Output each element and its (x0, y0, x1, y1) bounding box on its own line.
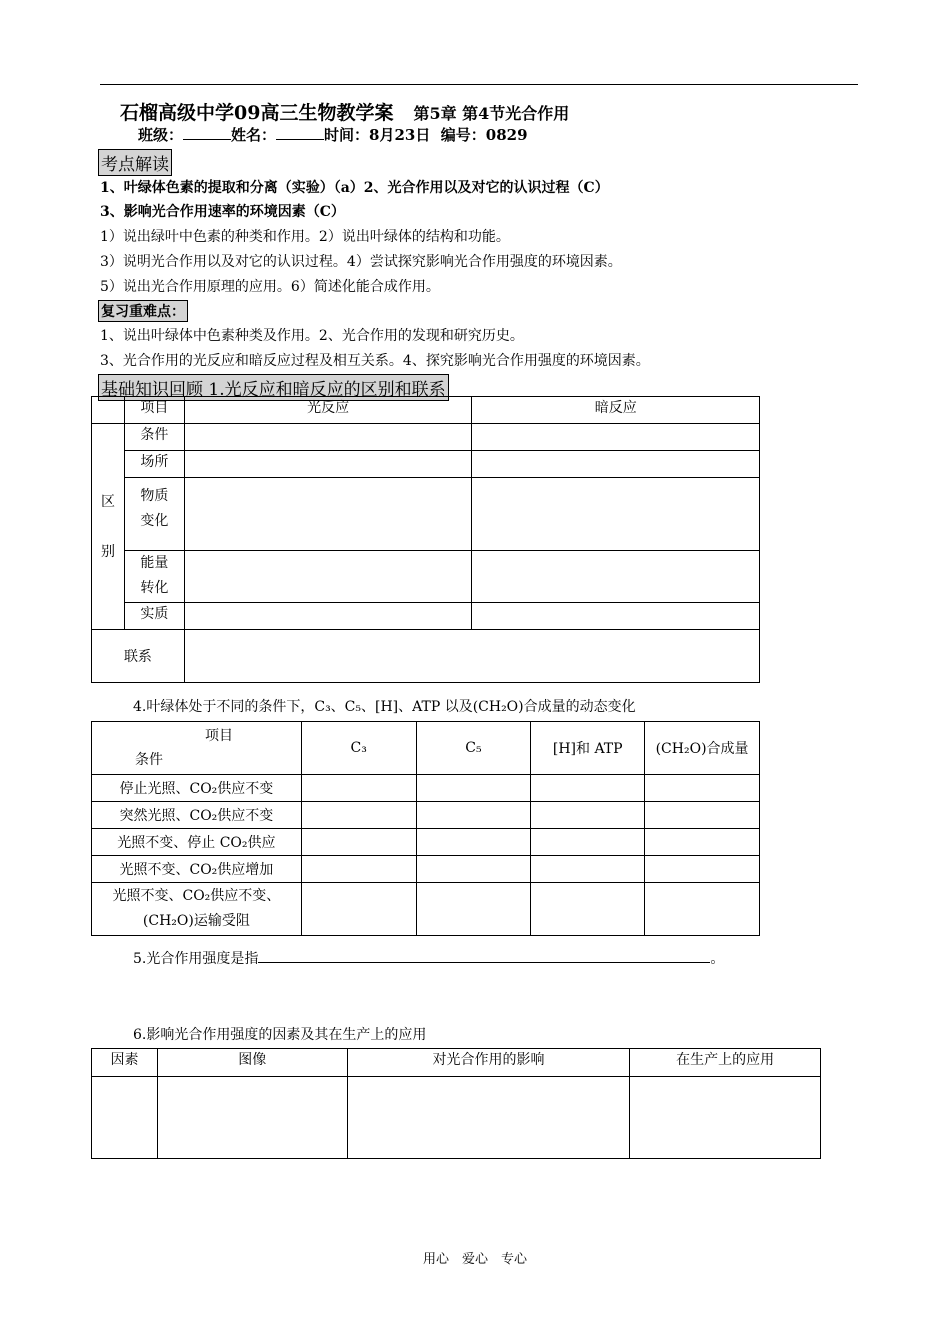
t1-cell[interactable] (472, 451, 760, 478)
section5-text: 5.光合作用强度是指 (133, 951, 259, 967)
dynamic-change-table (91, 721, 760, 936)
goal-line-2: 3）说明光合作用以及对它的认识过程。4）尝试探究影响光合作用强度的环境因素。 (100, 254, 622, 270)
t1-row-material-1: 物质 (140, 488, 169, 504)
t3-col-application: 在生产上的应用 (630, 1049, 821, 1077)
t2-cell[interactable] (301, 775, 416, 802)
t1-row-material (124, 478, 184, 551)
t1-cell[interactable] (472, 424, 760, 451)
section6-title: 6.影响光合作用强度的因素及其在生产上的应用 (133, 1027, 427, 1043)
time-label: 时间：8月23日 (324, 126, 431, 144)
t2-row-label: 停止光照、CO₂供应不变 (92, 775, 302, 802)
t2-col-ch2o: (CH₂O)合成量 (645, 722, 760, 775)
title-main: 石榴高级中学09高三生物教学案 (120, 102, 394, 124)
t2-cell[interactable] (531, 829, 645, 856)
t1-diff-cell (92, 424, 125, 630)
t3-cell[interactable] (347, 1077, 630, 1159)
class-blank[interactable] (183, 125, 231, 140)
t2-cell[interactable] (416, 775, 531, 802)
t2-cell[interactable] (645, 856, 760, 883)
t3-col-image: 图像 (157, 1049, 347, 1077)
t2-cell[interactable] (301, 802, 416, 829)
t1-row-energy (124, 551, 184, 603)
t1-cell[interactable] (472, 551, 760, 603)
t2-col-c5: C₅ (416, 722, 531, 775)
t2-cell[interactable] (416, 856, 531, 883)
t2-cell[interactable] (531, 802, 645, 829)
t1-cell[interactable] (472, 478, 760, 551)
basic-heading: 基础知识回顾 1.光反应和暗反应的区别和联系 (98, 374, 449, 401)
t1-row-energy-2: 转化 (140, 580, 169, 596)
t2-corner (92, 722, 302, 775)
factor-table (91, 1048, 821, 1159)
t2-last-row-line-1: 光照不变、CO₂供应不变、 (112, 888, 281, 904)
name-label: 姓名： (231, 126, 277, 144)
class-label: 班级： (138, 126, 184, 144)
t2-cell[interactable] (645, 883, 760, 936)
t3-cell[interactable] (157, 1077, 347, 1159)
kaodian-line-1: 1、叶绿体色素的提取和分离（实验）（a）2、光合作用以及对它的认识过程（C） (100, 180, 609, 196)
section5-line (133, 948, 724, 968)
title-chapter: 第5章 第4节光合作用 (413, 104, 570, 123)
t2-cell[interactable] (416, 883, 531, 936)
t1-diff-label-2: 别 (100, 543, 115, 560)
page-footer: 用心 爱心 专心 (422, 1252, 527, 1267)
t2-row-label-last (92, 883, 302, 936)
t2-cell[interactable] (645, 802, 760, 829)
t2-cell[interactable] (531, 883, 645, 936)
review-line-2: 3、光合作用的光反应和暗反应过程及相互关系。4、探究影响光合作用强度的环境因素。 (100, 353, 650, 369)
info-line (138, 124, 528, 145)
t1-row-essence: 实质 (124, 603, 184, 630)
kaodian-line-2: 3、影响光合作用速率的环境因素（C） (100, 204, 345, 220)
t1-row-energy-1: 能量 (140, 555, 169, 571)
t2-col-c3: C₃ (301, 722, 416, 775)
number-label: 编号：0829 (440, 126, 528, 144)
t1-cell[interactable] (184, 478, 472, 551)
t1-cell[interactable] (184, 424, 472, 451)
t1-row-relation: 联系 (92, 630, 185, 683)
t1-header-item: 项目 (124, 397, 184, 424)
t2-cell[interactable] (645, 829, 760, 856)
t3-col-factor: 因素 (92, 1049, 158, 1077)
review-line-1: 1、说出叶绿体中色素种类及作用。2、光合作用的发现和研究历史。 (100, 328, 524, 344)
t2-cell[interactable] (531, 856, 645, 883)
t1-corner (92, 397, 125, 424)
t2-row-label: 突然光照、CO₂供应不变 (92, 802, 302, 829)
t2-cell[interactable] (416, 829, 531, 856)
t1-header-dark: 暗反应 (472, 397, 760, 424)
t2-cell[interactable] (416, 802, 531, 829)
t2-last-row-line-2: (CH₂O)运输受阻 (142, 913, 250, 929)
t2-cell[interactable] (645, 775, 760, 802)
t2-cell[interactable] (301, 883, 416, 936)
t1-row-condition: 条件 (124, 424, 184, 451)
t2-cell[interactable] (301, 856, 416, 883)
t2-col-h-atp: [H]和 ATP (531, 722, 645, 775)
t3-cell[interactable] (92, 1077, 158, 1159)
t3-col-effect: 对光合作用的影响 (347, 1049, 630, 1077)
t1-cell[interactable] (472, 603, 760, 630)
light-dark-reaction-table (91, 396, 760, 683)
t2-header-item: 项目 (205, 728, 233, 744)
section5-blank[interactable] (258, 949, 710, 963)
t1-row-place: 场所 (124, 451, 184, 478)
section5-end: 。 (710, 951, 725, 967)
t2-row-label: 光照不变、CO₂供应增加 (92, 856, 302, 883)
t1-cell[interactable] (184, 551, 472, 603)
t2-header-condition: 条件 (135, 752, 163, 768)
goal-line-1: 1）说出绿叶中色素的种类和作用。2）说出叶绿体的结构和功能。 (100, 229, 510, 245)
t3-cell[interactable] (630, 1077, 821, 1159)
page-title (120, 98, 569, 125)
header-rule (100, 84, 858, 85)
t1-cell[interactable] (184, 603, 472, 630)
t2-cell[interactable] (301, 829, 416, 856)
t1-row-material-2: 变化 (140, 513, 169, 529)
section4-title: 4.叶绿体处于不同的条件下，C₃、C₅、[H]、ATP 以及(CH₂O)合成量的动态变化 (133, 699, 636, 715)
name-blank[interactable] (276, 125, 324, 140)
kaodian-heading: 考点解读 (98, 149, 172, 176)
review-heading: 复习重难点： (98, 300, 188, 322)
t1-header-light: 光反应 (184, 397, 472, 424)
t1-diff-label-1: 区 (100, 493, 115, 510)
goal-line-3: 5）说出光合作用原理的应用。6）简述化能合成作用。 (100, 279, 440, 295)
t2-row-label: 光照不变、停止 CO₂供应 (92, 829, 302, 856)
t1-cell[interactable] (184, 630, 759, 683)
t2-cell[interactable] (531, 775, 645, 802)
t1-cell[interactable] (184, 451, 472, 478)
